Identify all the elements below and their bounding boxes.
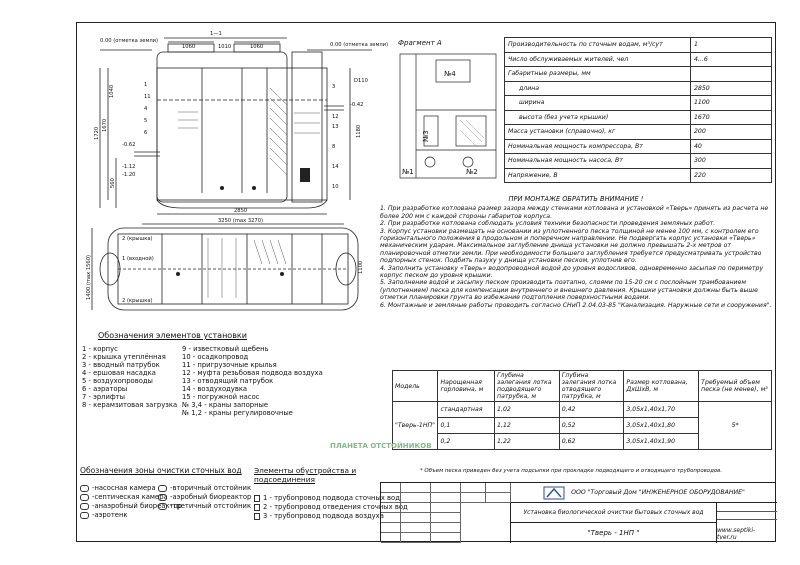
spec-value: 4...6 [691,52,772,67]
installation-notes [380,196,772,309]
spec-label: Номинальная мощность компрессора, Вт [505,139,691,154]
spec-label: Производительность по сточным водам, м³/сут [505,38,691,53]
plan-label-inlet: 1 (входной) [122,256,154,262]
legend-item: 2 - крышка утеплённая [82,353,166,361]
legend-item: № 1,2 - краны регулировочные [182,409,293,417]
callout-5: 5 [144,118,148,124]
zone-item: -вторичный отстойник [158,484,251,493]
dim-top-2: 1010 [218,44,232,50]
callout-10: 10 [332,184,339,190]
spec-label: Габаритные размеры, мм [505,67,691,82]
zone-item: -аэробный биореактор [158,493,251,502]
spec-value: 220 [691,168,772,183]
table-cell: 1,22 [495,434,560,450]
table-cell: 1,12 [495,418,560,434]
note-item: 6. Монтажные и земляные работы проводить согласно СНиП 2.04.03-85 "Канализация. Наружные сети и сооружения". [380,301,772,309]
note-item: 1. При разработке котлована размер зазора между стенками котлована и установкой «Тверь» принять из расчета не более 200 мм с каждой стороны габаритов корпуса. [380,205,769,220]
spec-label: Число обслуживаемых жителей, чел [505,52,691,67]
variants-footnote: * Объем песка приведен без учета подсыпки при прокладке подводящего и отводящего трубопроводов. [420,468,723,474]
spec-label: Напряжение, В [505,168,691,183]
fragment-a [396,40,500,182]
legend-item: 9 - известковый щебень [182,345,269,353]
model-cell: "Тверь-1НП" [393,402,438,450]
title-block [380,482,776,542]
sand-volume-cell: 5* [699,402,772,450]
spec-row [505,139,772,154]
note-item: 2. При разработке котлована соблюдать условия техники безопасности проведения земляных работ. [380,220,716,228]
spec-label: ширина [505,96,691,111]
table-cell: 0,52 [559,418,624,434]
legend-title: Обозначения элементов установки [98,331,247,340]
callout-11: 11 [144,94,151,100]
zone-item: -анаэробный биореактор [80,502,182,511]
spec-value: 300 [691,154,772,169]
tertiary-settler-symbol [158,503,167,510]
zone-item: -аэротенк [80,511,182,520]
spec-row [505,154,772,169]
zones-column-2 [158,484,251,511]
pipe-symbol [254,495,260,502]
anaerobic-reactor-symbol [80,503,89,510]
fragment-sketch [396,50,500,182]
dim-top-3: 1060 [250,44,264,50]
fragment-title: Фрагмент А [398,39,442,47]
spec-label: Номинальная мощность насоса, Вт [505,154,691,169]
callout-12: 12 [332,114,339,120]
legend-item: 11 - пригрузочные крылья [182,361,277,369]
table-cell: 0,42 [559,402,624,418]
callout-4: 4 [144,106,148,112]
pump-chamber-symbol [80,485,89,492]
dim-d110: D110 [354,78,368,84]
plan-label-lid-bottom: 2 (крышка) [122,298,153,304]
company-cell [511,483,777,503]
dim-1670: 1670 [102,118,108,132]
legend-item: 6 - аэраторы [82,385,128,393]
fragment-label-4: №4 [444,70,456,78]
spec-row [505,52,772,67]
col-header: Требуемый объем песка (не менее), м³ [699,371,772,402]
spec-row [505,38,772,53]
spec-value: 1670 [691,110,772,125]
variants-table [392,370,772,450]
legend-item: 5 - воздухопроводы [82,377,153,385]
facility-item: 2 - трубопровод отведения сточных вод [254,503,408,512]
zone-item: -насосная камера [80,484,182,493]
company-logo-icon [543,486,565,500]
legend-item: 15 - погружной насос [182,393,260,401]
spec-label: высота (без учета крышки) [505,110,691,125]
table-cell: 3,05х1,40х1,90 [624,434,699,450]
legend-item: 14 - воздуходувка [182,385,248,393]
spec-row [505,67,772,82]
zones-title: Обозначения зоны очистки сточных вод [80,466,242,475]
model-name: "Тверь - 1НП " [511,523,717,543]
dim-560: 560 [110,178,116,188]
secondary-settler-symbol [158,485,167,492]
legend-item: 1 - корпус [82,345,118,353]
legend-item: 13 - отводящий патрубок [182,377,274,385]
note-item: 4. Заполнить установку «Тверь» водопроводной водой до уровня водосливов, одновременно засыпая по периметру корпус песком до уровня крышки. [380,264,764,280]
dim-1720: 1720 [94,126,100,140]
spec-value [691,67,772,82]
callout-1: 1 [144,82,148,88]
legend-item: 4 - ершовая насадка [82,369,156,377]
table-cell: стандартная [438,402,495,418]
col-header: Размер котлована, ДхШхВ, м [624,371,699,402]
dim-n042: -0.42 [350,102,364,108]
col-header: Модель [393,371,438,402]
legend-column-2 [182,345,323,417]
legend-column-1 [82,345,176,417]
spec-value: 1100 [691,96,772,111]
callout-3: 3 [332,84,336,90]
table-cell: 0,62 [559,434,624,450]
table-cell: 0,1 [438,418,495,434]
spec-table [504,37,772,183]
dim-n120: -1.20 [122,172,136,178]
notes-title: ПРИ МОНТАЖЕ ОБРАТИТЬ ВНИМАНИЕ ! [508,195,644,203]
fragment-label-2: №2 [466,168,478,176]
title-block-right [717,503,777,543]
dim-top-1: 1060 [182,44,196,50]
facility-item: 1 - трубопровод подвода сточных вод [254,494,408,503]
aerotank-symbol [80,512,89,519]
dim-1040: 1040 [109,84,115,98]
spec-row [505,96,772,111]
facility-item: 3 - трубопровод подвода воздуха [254,512,408,521]
dim-n112: -1.12 [122,164,136,170]
callout-8: 8 [332,144,336,150]
spec-value: 2850 [691,81,772,96]
spec-value: 1 [691,38,772,53]
table-cell: 3,05х1,40х1,70 [624,402,699,418]
spec-value: 40 [691,139,772,154]
legend-item: 7 - эрлифты [82,393,126,401]
pipe-symbol [254,504,260,511]
spec-row [505,110,772,125]
table-cell: 3,05х1,40х1,80 [624,418,699,434]
dim-1400: 1400 (max 1560) [86,254,92,300]
spec-label: Масса установки (справочно), кг [505,125,691,140]
title-block-grid [381,483,511,543]
septic-chamber-symbol [80,494,89,501]
section-label: 1—1 [210,31,222,37]
ground-right-label: 0.00 (отметка земли) [330,42,389,48]
zone-item: -третичный отстойник [158,502,251,511]
dim-1180: 1180 [356,124,362,138]
legend-item: 10 - осадкопровод [182,353,249,361]
document-name: Установка биологической очистки бытовых сточных вод [511,503,717,523]
company-name: ООО "Торговый Дом "ИНЖЕНЕРНОЕ ОБОРУДОВАНИЕ" [571,489,745,496]
legend-item: № 3,4 - краны запорные [182,401,269,409]
callout-14: 14 [332,164,339,170]
spec-value: 200 [691,125,772,140]
note-item: 3. Корпус установки размещать на основании из уплотненного песка толщиной не менее 100 мм, с контролем его горизонтального положения в продольном и поперечном направлении. Не подвергать корпус установки «Тверь» механическим ударам. Максимальное заглубление днища установки не должно превышать 2-х метров от планировочной отметки земли. При необходимости большего заглубления требуется предусматривать устройство подпорных стенок. Подбить пазуху у днища установки песком, уплотнив его. [380,227,762,265]
legend-item: 12 - муфта резьбовая подвода воздуха [182,369,323,377]
pipe-symbol [254,513,260,520]
ground-left-label: 0.00 (отметка земли) [100,38,159,44]
table-cell: 0,2 [438,434,495,450]
fragment-label-1: №1 [402,168,414,176]
facilities-title: Элементы обустройства и подсоединения [254,466,357,484]
spec-row [505,125,772,140]
legend-list [82,345,323,417]
table-cell: 1,02 [495,402,560,418]
zone-item: -септическая камера [80,493,182,502]
plan-label-lid-top: 2 (крышка) [122,236,153,242]
spec-row [505,81,772,96]
legend-item: 8 - керамзитовая загрузка [82,401,178,409]
callout-6: 6 [144,130,148,136]
website-link[interactable]: www.septiki-tver.ru [717,527,756,541]
installation-drawing [82,28,389,328]
dim-1100: 1100 [358,260,364,274]
col-header: Глубина залегания лотка отводящего патрубка, м [559,371,624,402]
spec-row [505,168,772,183]
legend-item: 3 - вводный патрубок [82,361,160,369]
watermark-logo: ПЛАНЕТА ОТСТОЙНИКОВ [330,442,432,450]
col-header: Нарощенная горловина, м [438,371,495,402]
spec-label: длина [505,81,691,96]
dim-2850: 2850 [234,208,248,214]
note-item: 5. Заполнение водой и засыпку песком производить поэтапно, слоями по 15-20 см с послойным трамбованием (уплотнением) песка для компенсации внутреннего и внешнего давления. Крышки установки должны быть выше отметки планировки грунта во избежание подтопления поверхностными водами. [380,279,758,302]
col-header: Глубина залегания лотка подводящего патрубка, м [495,371,560,402]
aerobic-reactor-symbol [158,494,167,501]
dim-3250: 3250 (max 3270) [218,218,264,224]
callout-13: 13 [332,124,339,130]
dim-n062: -0.62 [122,142,136,148]
fragment-label-3: №3 [422,130,430,142]
